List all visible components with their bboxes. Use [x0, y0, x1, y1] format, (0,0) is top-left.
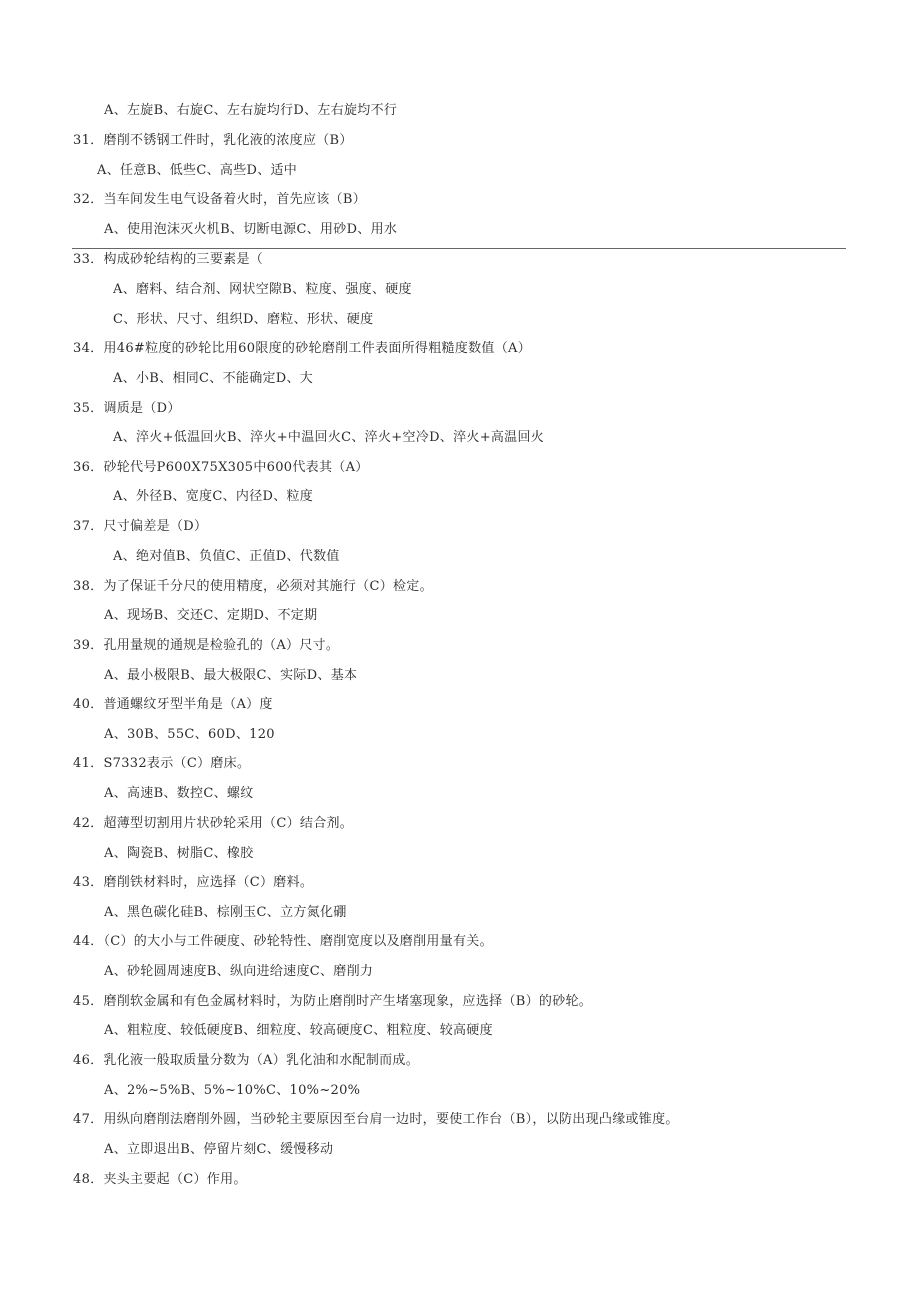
options-line: A、淬火+低温回火B、淬火+中温回火C、淬火+空冷D、淬火+高温回火 [113, 430, 545, 445]
options-line: A、30B、55C、60D、120 [104, 727, 275, 742]
question-39: 39．孔用量规的通规是检验孔的（A）尺寸。 [73, 638, 340, 653]
question-32: 32．当车间发生电气设备着火时，首先应该（B） [73, 192, 366, 207]
question-33: 33．构成砂轮结构的三要素是（ [73, 252, 264, 267]
question-35: 35．调质是（D） [73, 401, 181, 416]
options-line: A、砂轮圆周速度B、纵向进给速度C、磨削力 [104, 964, 374, 979]
options-line: A、2%~5%B、5%~10%C、10%~20% [104, 1083, 361, 1098]
options-line: A、外径B、宽度C、内径D、粒度 [113, 489, 314, 504]
question-47: 47．用纵向磨削法磨削外圆，当砂轮主要原因至台肩一边时，要使工作台（B），以防出现凸缘或锥度。 [73, 1112, 679, 1127]
horizontal-divider [72, 248, 846, 249]
options-line: A、小B、相同C、不能确定D、大 [113, 371, 314, 386]
options-line: A、粗粒度、较低硬度B、细粒度、较高硬度C、粗粒度、较高硬度 [104, 1023, 493, 1038]
question-42: 42．超薄型切割用片状砂轮采用（C）结合剂。 [73, 816, 354, 831]
question-44: 44．（C）的大小与工件硬度、砂轮特性、磨削宽度以及磨削用量有关。 [73, 934, 493, 949]
options-line: C、形状、尺寸、组织D、磨粒、形状、硬度 [113, 312, 374, 327]
question-43: 43．磨削铁材料时，应选择（C）磨料。 [73, 875, 314, 890]
options-line: A、现场B、交还C、定期D、不定期 [104, 608, 318, 623]
question-40: 40．普通螺纹牙型半角是（A）度 [73, 697, 273, 712]
options-line: A、最小极限B、最大极限C、实际D、基本 [104, 668, 358, 683]
question-46: 46．乳化液一般取质量分数为（A）乳化油和水配制而成。 [73, 1053, 420, 1068]
question-41: 41．S7332表示（C）磨床。 [73, 756, 251, 771]
question-36: 36．砂轮代号P600X75X305中600代表其（A） [73, 460, 369, 475]
options-line: A、任意B、低些C、高些D、适中 [97, 163, 298, 178]
question-37: 37．尺寸偏差是（D） [73, 519, 208, 534]
question-38: 38．为了保证千分尺的使用精度，必须对其施行（C）检定。 [73, 579, 433, 594]
options-line: A、陶瓷B、树脂C、橡胶 [104, 846, 254, 861]
question-34: 34．用46#粒度的砂轮比用60限度的砂轮磨削工件表面所得粗糙度数值（A） [73, 341, 532, 356]
options-line: A、左旋B、右旋C、左右旋均行D、左右旋均不行 [104, 103, 398, 118]
options-line: A、磨料、结合剂、网状空隙B、粒度、强度、硬度 [113, 282, 412, 297]
options-line: A、高速B、数控C、螺纹 [104, 786, 254, 801]
question-48: 48．夹头主要起（C）作用。 [73, 1172, 247, 1187]
options-line: A、绝对值B、负值C、正值D、代数值 [113, 549, 340, 564]
options-line: A、立即退出B、停留片刻C、缓慢移动 [104, 1142, 334, 1157]
question-31: 31．磨削不锈钢工件时，乳化液的浓度应（B） [73, 133, 353, 148]
options-line: A、黑色碳化硅B、棕刚玉C、立方氮化硼 [104, 905, 347, 920]
question-45: 45．磨削软金属和有色金属材料时，为防止磨削时产生堵塞现象，应选择（B）的砂轮。 [73, 994, 593, 1009]
options-line: A、使用泡沫灭火机B、切断电源C、用砂D、用水 [104, 222, 398, 237]
